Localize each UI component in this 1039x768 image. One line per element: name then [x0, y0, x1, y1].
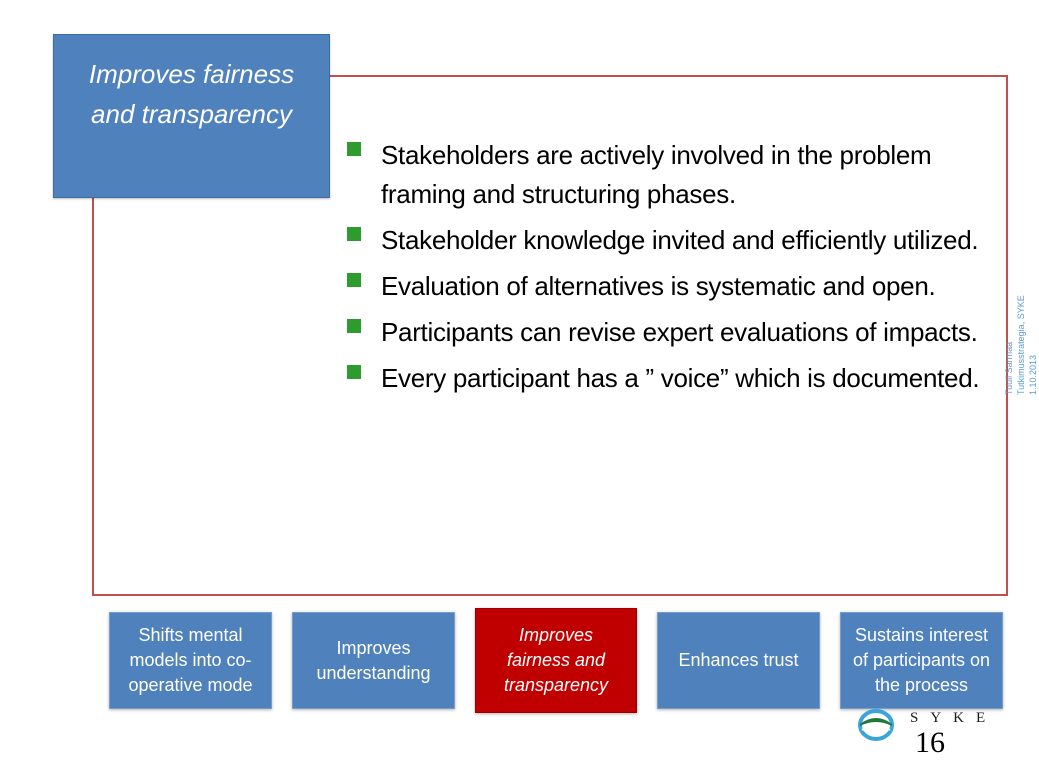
- nav-box-shifts-mental-models[interactable]: [109, 612, 272, 709]
- square-bullet-icon: [347, 273, 361, 287]
- bullet-text: Stakeholders are actively involved in the problem framing and structuring phases.: [381, 140, 932, 209]
- nav-box-label: Shifts mental models into co- operative mode: [128, 625, 253, 695]
- page-number: 16: [915, 726, 945, 759]
- bullet-text: Evaluation of alternatives is systematic and open.: [381, 271, 936, 301]
- nav-box-label: Improves fairness and transparency: [503, 625, 609, 695]
- slide-title: Improves fairness and transparency: [88, 59, 295, 129]
- bullet-text: Participants can revise expert evaluations of impacts.: [381, 317, 978, 347]
- nav-box-improves-understanding[interactable]: [292, 612, 455, 709]
- square-bullet-icon: [347, 319, 361, 333]
- nav-box-enhances-trust[interactable]: [657, 612, 820, 709]
- vertical-footer-text: [1003, 180, 1038, 395]
- bullet-item: [343, 136, 1003, 214]
- nav-box-label: Improves understanding: [316, 637, 431, 683]
- bullet-item: [343, 221, 1003, 260]
- square-bullet-icon: [347, 365, 361, 379]
- bullet-item: [343, 313, 1003, 352]
- nav-box-sustains-interest[interactable]: [840, 612, 1003, 709]
- slide-title-box: [53, 34, 330, 198]
- nav-box-improves-fairness-active[interactable]: [475, 608, 637, 713]
- bullet-text: Stakeholder knowledge invited and efficiently utilized.: [381, 225, 979, 255]
- bullet-item: [343, 359, 1003, 398]
- bullet-item: [343, 267, 1003, 306]
- nav-box-label: Sustains interest of participants on the process: [852, 625, 991, 695]
- footer-author: Tuuli Sarmaa: [1004, 341, 1014, 395]
- square-bullet-icon: [347, 227, 361, 241]
- square-bullet-icon: [347, 142, 361, 156]
- logo-wordmark: SYKE: [910, 710, 998, 726]
- footer-date: 1.10.2013: [1028, 354, 1038, 395]
- bullet-text: Every participant has a ” voice” which is documented.: [381, 363, 980, 393]
- nav-box-label: Enhances trust: [678, 650, 799, 670]
- footer-organization: Tutkimusstrategia, SYKE: [1016, 295, 1026, 395]
- bullet-list: [343, 136, 1003, 405]
